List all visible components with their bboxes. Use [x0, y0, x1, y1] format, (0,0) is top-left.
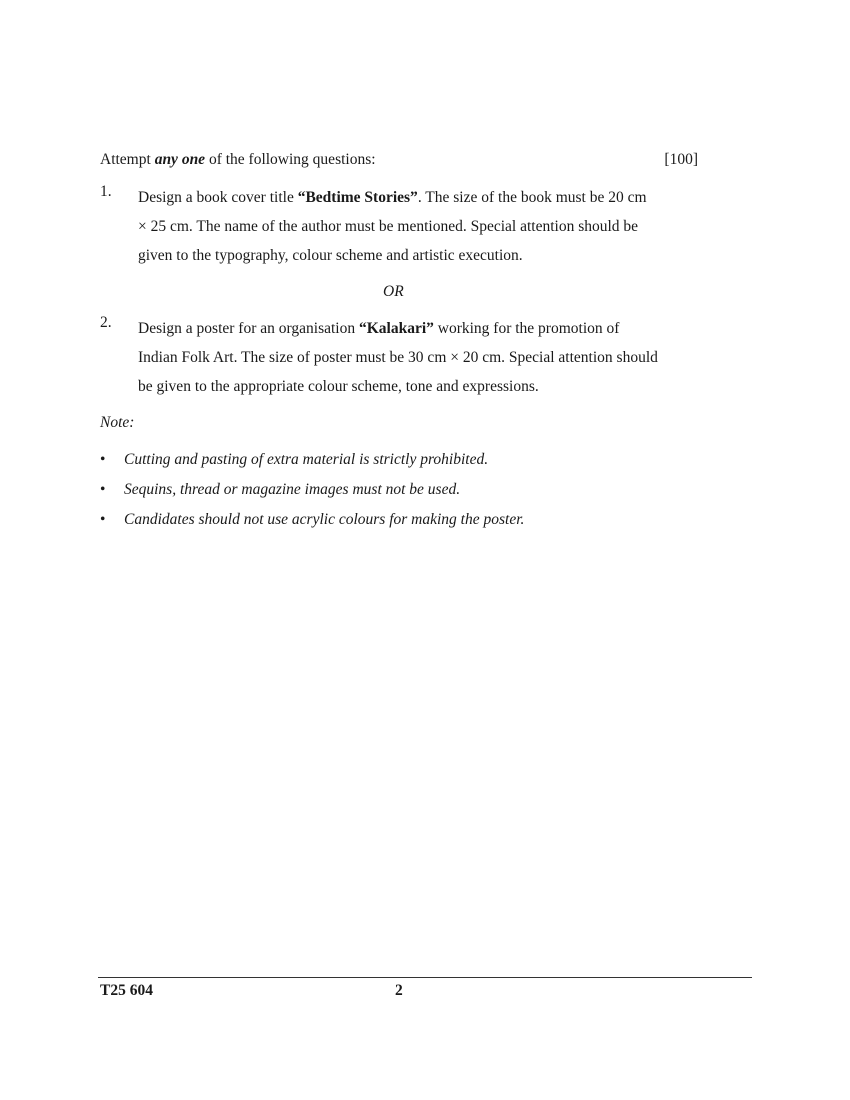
paper-code: T25 604: [100, 982, 153, 999]
question-title-highlight: “Kalakari”: [358, 320, 434, 337]
note-label: Note:: [100, 414, 135, 431]
bullet-icon: •: [100, 511, 106, 528]
question-text-part: Design a poster for an organisation: [138, 320, 359, 337]
page-number: 2: [395, 982, 403, 999]
note-text: Cutting and pasting of extra material is strictly prohibited.: [124, 451, 489, 468]
instruction-emphasis: any one: [154, 151, 206, 168]
question-title-highlight: “Bedtime Stories”: [297, 189, 418, 206]
total-marks: [100]: [664, 151, 698, 168]
note-item: [100, 511, 524, 541]
question-text: [138, 314, 658, 401]
question-number: 2.: [100, 314, 112, 331]
question-text-part: . The size of the book must be 20 cm × 25 cm. The name of the author must be mentioned. Special attention should be given to the typography, colour scheme and artistic execution.: [138, 189, 647, 264]
footer-divider: [98, 977, 752, 978]
note-item: [100, 451, 524, 481]
note-text: Sequins, thread or magazine images must not be used.: [124, 481, 461, 498]
instruction-text: [100, 151, 376, 169]
bullet-icon: •: [100, 481, 106, 498]
note-text: Candidates should not use acrylic colours for making the poster.: [124, 511, 525, 528]
note-list: [100, 451, 524, 541]
instruction-suffix: of the following questions:: [205, 151, 376, 168]
note-item: [100, 481, 524, 511]
bullet-icon: •: [100, 451, 106, 468]
question-number: 1.: [100, 183, 112, 200]
question-text-part: working for the promotion of Indian Folk Art. The size of poster must be 30 cm × 20 cm. Special attention should be given to the appropriate colour scheme, tone and expressions.: [138, 320, 658, 395]
instruction-prefix: Attempt: [100, 151, 155, 168]
question-text: [138, 183, 658, 270]
question-text-part: Design a book cover title: [138, 189, 298, 206]
instruction-line: [100, 151, 700, 173]
or-separator: OR: [383, 283, 404, 300]
